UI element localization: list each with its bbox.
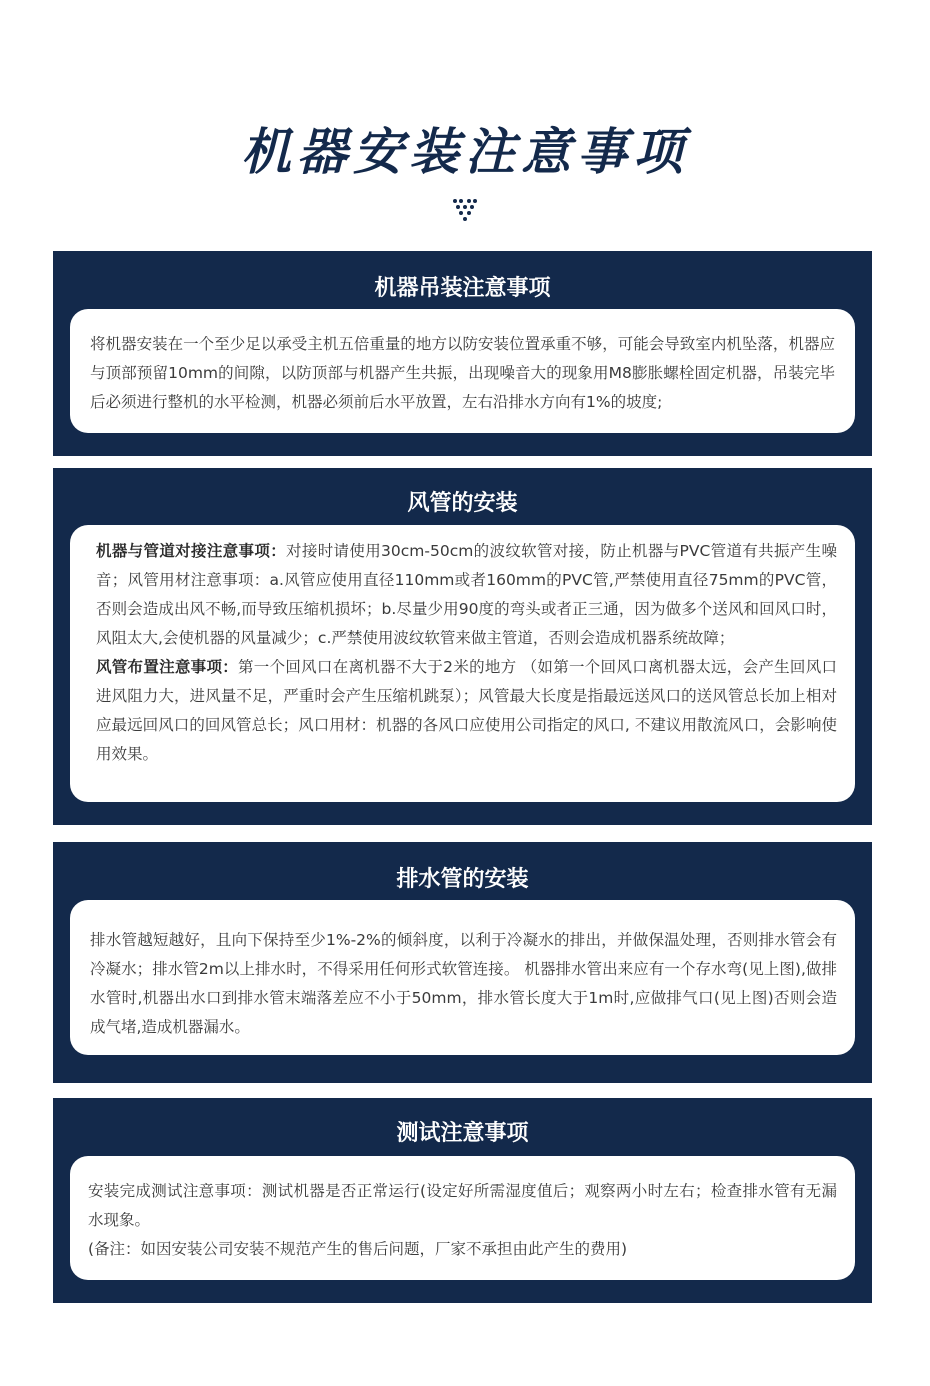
- section-card: [70, 900, 855, 1055]
- paragraph-text: 排水管越短越好，且向下保持至少1%-2%的倾斜度，以利于冷凝水的排出，并做保温处理，否则排水管会有冷凝水；排水管2m以上排水时，不得采用任何形式软管连接。 机器排水管出来应有一个存水弯(见上图),做排水管时,机器出水口到排水管末端落差应不小于50mm，排水管长度大于1m时,应做排气口(见上图)否则会造成气堵,造成机器漏水。: [90, 931, 837, 1036]
- section-card: [70, 525, 855, 802]
- section-paragraph: [96, 537, 837, 653]
- section-paragraph: [96, 653, 837, 769]
- section-title: 机器吊装注意事项: [374, 275, 551, 301]
- page-title: 机器安装注意事项: [241, 123, 689, 181]
- section-title: 风管的安装: [407, 490, 518, 516]
- section-title: 排水管的安装: [396, 866, 529, 892]
- paragraph-text: (备注：如因安装公司安装不规范产生的售后问题，厂家不承担由此产生的费用): [88, 1240, 628, 1258]
- paragraph-text: 对接时请使用30cm-50cm的波纹软管对接，防止机器与PVC管道有共振产生噪音；风管用材注意事项：a.风管应使用直径110mm或者160mm的PVC管,严禁使用直径75mm的PVC管，否则会造成出风不畅,而导致压缩机损坏；b.尽量少用90度的弯头或者正三通，因为做多个送风和回风口时，风阻太大,会使机器的风量减少；c.严禁使用波纹软管来做主管道，否则会造成机器系统故障；: [96, 542, 837, 647]
- dotted-arrow-icon: [452, 198, 478, 222]
- section-paragraph: [88, 1235, 837, 1264]
- paragraph-lead: 风管布置注意事项：: [96, 658, 239, 676]
- section-card: [70, 309, 855, 433]
- section-duct: [53, 468, 872, 825]
- paragraph-text: 第一个回风口在离机器不大于2米的地方 （如第一个回风口离机器太远，会产生回风口进风阻力大，进风量不足，严重时会产生压缩机跳泵）；风管最大长度是指最远送风口的送风管总长加上相对应最远回风口的回风管总长；风口用材：机器的各风口应使用公司指定的风口, 不建议用散流风口，会影响使用效果。: [96, 658, 837, 763]
- section-paragraph: [90, 330, 835, 417]
- section-drain: [53, 842, 872, 1083]
- section-paragraph: [88, 1177, 837, 1235]
- section-testing: [53, 1098, 872, 1303]
- section-lifting: [53, 251, 872, 456]
- paragraph-text: 安装完成测试注意事项：测试机器是否正常运行(设定好所需湿度值后；观察两小时左右；检查排水管有无漏水现象。: [88, 1182, 837, 1229]
- section-paragraph: [90, 926, 837, 1042]
- paragraph-text: 将机器安装在一个至少足以承受主机五倍重量的地方以防安装位置承重不够，可能会导致室内机坠落，机器应与顶部预留10mm的间隙，以防顶部与机器产生共振，出现噪音大的现象用M8膨胀螺栓固定机器，吊装完毕后必须进行整机的水平检测，机器必须前后水平放置，左右沿排水方向有1%的坡度;: [90, 335, 835, 411]
- section-title: 测试注意事项: [396, 1120, 529, 1146]
- paragraph-lead: 机器与管道对接注意事项：: [96, 542, 287, 560]
- section-card: [70, 1156, 855, 1280]
